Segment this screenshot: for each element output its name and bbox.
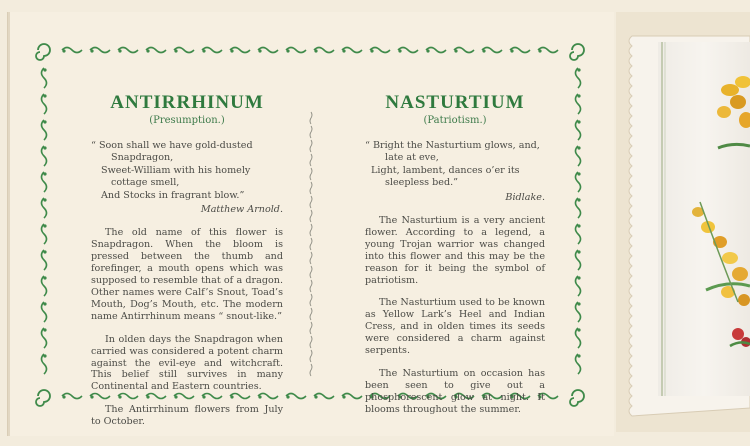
poem-line: Snapdragon, <box>111 152 174 164</box>
nasturtium-paragraph: The Nasturtium on occasion has been seen to give out a phosphorescent glow at night. It blooms throughout the summer. <box>365 368 545 415</box>
antirrhinum-meaning: (Presumption.) <box>149 115 225 126</box>
nasturtium-title: NASTURTIUM <box>385 92 525 113</box>
poem-line: “ Bright the Nasturtium glows, and, <box>365 140 540 151</box>
nasturtium-attribution: Bidlake. <box>505 191 545 203</box>
antirrhinum-attribution: Matthew Arnold. <box>200 204 283 216</box>
antirrhinum-column <box>91 92 283 428</box>
flower-embroidery-image <box>658 42 750 396</box>
nasturtium-column <box>365 92 545 416</box>
nasturtium-paragraph: The Nasturtium is a very ancient flower. According to a legend, a young Trojan warrior was changed into this flower and this may be the reason for it being the symbol of patriotism. <box>365 215 545 286</box>
leaflet-page <box>8 12 614 436</box>
poem-line: sleepless bed.” <box>385 177 459 189</box>
poem-line: cottage smell, <box>111 177 180 189</box>
poem-line: Sweet-William with his homely <box>101 164 251 176</box>
antirrhinum-title: ANTIRRHINUM <box>110 92 264 113</box>
antirrhinum-paragraph: The old name of this flower is Snapdragon. When the bloom is pressed between the thumb and forefinger, a mouth opens which was supposed to resemble that of a dragon. Other names were Calf’s Snout, Toad’s Mouth, Dog’s Mouth, etc. The modern name Antirrhinum means “ snout-like.” <box>91 227 283 322</box>
poem-line: Light, lambent, dances o’er its <box>371 164 520 176</box>
poem-line: late at eve, <box>385 152 439 164</box>
antirrhinum-poem <box>91 140 283 216</box>
antirrhinum-paragraph: The Antirrhinum flowers from July to October. <box>91 404 283 428</box>
nasturtium-meaning: (Patriotism.) <box>423 115 487 126</box>
nasturtium-poem <box>365 140 545 204</box>
poem-line: “ Soon shall we have gold-dusted <box>91 140 253 151</box>
antirrhinum-paragraph: In olden days the Snapdragon when carried was considered a potent charm against the evil-eye and witchcraft. This belief still survives in many Continental and Eastern countries. <box>91 333 283 393</box>
nasturtium-paragraph: The Nasturtium used to be known as Yellow Lark’s Heel and Indian Cress, and in olden times its seeds were considered a charm against serpents. <box>365 297 545 357</box>
poem-line: And Stocks in fragrant blow.” <box>101 189 245 201</box>
embroidered-silk <box>658 42 750 396</box>
